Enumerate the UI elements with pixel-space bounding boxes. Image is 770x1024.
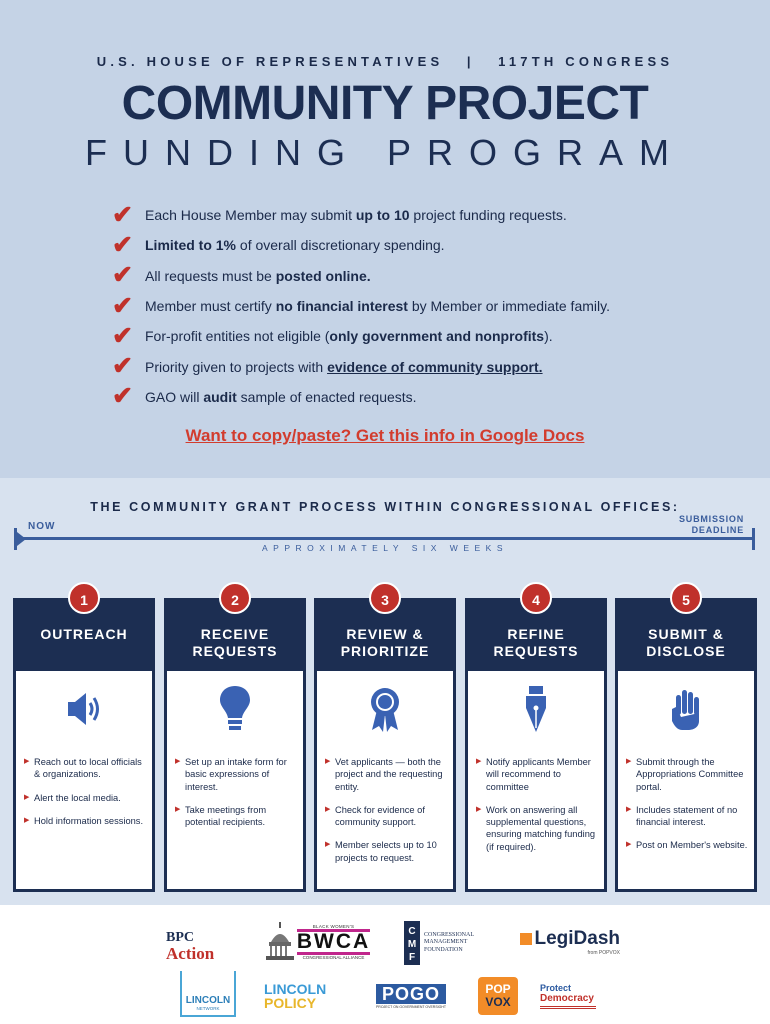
- checklist-text: sample of enacted requests.: [236, 388, 417, 405]
- step-title-line: SUBMIT &: [648, 626, 724, 642]
- bullet-arrow-icon: ▶: [476, 805, 482, 813]
- hand-icon: [618, 683, 754, 735]
- logo-text: LINCOLN: [264, 981, 327, 997]
- step-title-line: RECEIVE: [200, 626, 270, 642]
- partner-logos: [0, 905, 770, 1024]
- step-title: [164, 626, 306, 660]
- list-item: [325, 839, 447, 864]
- logo-text: VOX: [485, 995, 511, 1009]
- step-title-line: REFINE: [507, 626, 565, 642]
- checklist-text: project funding requests.: [409, 207, 567, 224]
- list-item: [626, 804, 748, 829]
- checkmark-icon: ✔: [112, 291, 133, 320]
- checklist-text: Member must certify: [145, 298, 276, 315]
- logo-text: Democracy: [540, 992, 594, 1004]
- checklist-text: GAO will: [145, 388, 204, 405]
- logo-text: from POPVOX: [587, 950, 620, 956]
- logo-text: POGO: [376, 984, 446, 1004]
- bullet-text: Alert the local media.: [34, 792, 121, 803]
- bullet-text: Includes statement of no financial interest.: [636, 804, 738, 828]
- checklist-bold: evidence of community support.: [327, 358, 543, 375]
- checklist-bold: up to 10: [355, 207, 410, 224]
- bullet-text: Set up an intake form for basic expressions of interest.: [185, 757, 287, 792]
- list-item: [24, 815, 146, 827]
- step-card-outreach: [13, 598, 155, 892]
- checkmark-icon: ✔: [112, 200, 133, 229]
- logo-text: POLICY: [264, 995, 317, 1011]
- checklist-item: [112, 382, 672, 412]
- bullet-arrow-icon: ▶: [24, 758, 30, 765]
- checklist-bold: only government and nonprofits: [329, 328, 545, 345]
- legidash-mark-icon: [520, 933, 532, 945]
- checklist-text: by Member or immediate family.: [407, 298, 610, 315]
- list-item: [476, 804, 598, 853]
- checklist-text: All requests must be: [145, 267, 276, 284]
- checkmark-icon: ✔: [112, 382, 133, 411]
- cmf-logo: [404, 921, 484, 965]
- list-item: [175, 804, 297, 829]
- ribbon-icon: [317, 683, 453, 735]
- logo-text: PROJECT ON GOVERNMENT OVERSIGHT: [375, 1004, 447, 1009]
- step-body: [468, 671, 604, 889]
- logo-text: BWCA: [296, 930, 371, 953]
- bwca-logo: [262, 921, 374, 963]
- capitol-icon: [266, 922, 294, 962]
- bullet-arrow-icon: ▶: [626, 758, 632, 765]
- bullet-text: Take meetings from potential recipients.: [185, 804, 267, 828]
- logo-text: LegiDash: [534, 928, 620, 949]
- list-item: [626, 839, 748, 851]
- deadline-line-2: DEADLINE: [691, 525, 744, 535]
- logo-text: MANAGEMENT: [424, 939, 468, 946]
- timeline-duration: APPROXIMATELY SIX WEEKS: [261, 543, 508, 553]
- bullet-arrow-icon: ▶: [325, 758, 331, 765]
- logo-text: BPC: [166, 929, 194, 945]
- lincoln-policy-logo: [264, 979, 340, 1013]
- lightbulb-icon: [167, 683, 303, 735]
- step-body: [317, 671, 453, 889]
- checkmark-icon: ✔: [112, 352, 133, 381]
- bullet-text: Post on Member's website.: [636, 840, 748, 851]
- protect-democracy-logo: [540, 981, 604, 1011]
- step-bullets: [24, 756, 146, 838]
- logo-text: FOUNDATION: [424, 946, 463, 953]
- step-card-refine-requests: [465, 598, 607, 892]
- bullet-arrow-icon: ▶: [175, 758, 181, 765]
- step-card-receive-requests: [164, 598, 306, 892]
- list-item: [24, 756, 146, 781]
- list-item: [476, 756, 598, 793]
- step-card-submit-disclose: [615, 598, 757, 892]
- logo-text: Action: [166, 943, 215, 963]
- pogo-logo: [370, 981, 452, 1011]
- checkmark-icon: ✔: [112, 230, 133, 259]
- checklist-text: For-profit entities not eligible (: [145, 328, 330, 345]
- step-number-badge: 3: [369, 582, 401, 614]
- step-body: [618, 671, 754, 889]
- bullet-arrow-icon: ▶: [626, 805, 632, 813]
- checkmark-icon: ✔: [112, 321, 133, 350]
- logo-text: Protect: [540, 982, 572, 993]
- timeline-now-label: NOW: [28, 521, 56, 532]
- list-item: [626, 756, 748, 793]
- step-title: [13, 626, 155, 643]
- step-title-line: OUTREACH: [40, 626, 128, 642]
- bullet-arrow-icon: ▶: [24, 793, 30, 801]
- list-item: [24, 792, 146, 804]
- checklist-item: [112, 321, 672, 351]
- checkmark-icon: ✔: [112, 261, 133, 290]
- bullet-text: Submit through the Appropriations Committee portal.: [636, 757, 744, 792]
- bullet-arrow-icon: ▶: [626, 841, 632, 849]
- bullet-text: Hold information sessions.: [34, 815, 144, 826]
- step-title: [465, 626, 607, 660]
- bullet-text: Work on answering all supplemental questions, ensuring matching funding (if required).: [486, 804, 596, 852]
- supertitle: U.S. HOUSE OF REPRESENTATIVES | 117TH CONGRESS: [96, 54, 674, 69]
- step-bullets: [175, 756, 297, 839]
- svg-text:F: F: [408, 952, 416, 963]
- bullet-arrow-icon: ▶: [24, 816, 30, 824]
- pen-nib-icon: [468, 683, 604, 735]
- bpc-action-logo: [166, 929, 236, 963]
- logo-text: LINCOLN: [185, 995, 231, 1006]
- step-number-badge: 5: [670, 582, 702, 614]
- checklist-item: [112, 230, 672, 260]
- checklist-item: [112, 261, 672, 291]
- cmf-mark-icon: [404, 921, 420, 965]
- bullet-arrow-icon: ▶: [175, 805, 181, 813]
- bullet-text: Check for evidence of community support.: [335, 804, 425, 828]
- bullet-text: Member selects up to 10 projects to request.: [335, 840, 437, 863]
- lincoln-network-logo: [180, 971, 236, 1017]
- legidash-logo: [510, 927, 620, 957]
- step-title-line: REQUESTS: [493, 643, 579, 659]
- checklist-text: ).: [544, 328, 553, 345]
- timeline-deadline-label: [679, 514, 744, 536]
- step-title-line: PRIORITIZE: [340, 643, 430, 659]
- checklist-bold: Limited to 1%: [145, 237, 237, 254]
- step-number-badge: 2: [219, 582, 251, 614]
- step-title-line: REVIEW &: [346, 626, 424, 642]
- page-subtitle: FUNDING PROGRAM: [85, 132, 685, 173]
- step-body: [16, 671, 152, 889]
- step-number-badge: 4: [520, 582, 552, 614]
- svg-text:M: M: [407, 939, 417, 950]
- checklist-item: [112, 200, 672, 230]
- checklist-text: Priority given to projects with: [145, 358, 328, 375]
- checklist-text: Each House Member may submit: [145, 207, 356, 224]
- step-card-review-prioritize: [314, 598, 456, 892]
- bullet-text: Vet applicants — both the project and the requesting entity.: [335, 757, 443, 792]
- deadline-line-1: SUBMISSION: [678, 514, 744, 524]
- step-title: [314, 626, 456, 660]
- step-bullets: [626, 756, 748, 863]
- logo-text: POP: [485, 982, 511, 996]
- megaphone-icon: [16, 683, 152, 735]
- requirements-checklist: [112, 200, 672, 412]
- bullet-text: Reach out to local officials & organizations.: [34, 757, 142, 780]
- list-item: [175, 756, 297, 793]
- logo-text: NETWORK: [196, 1006, 220, 1011]
- popvox-logo: [478, 977, 518, 1015]
- list-item: [325, 756, 447, 793]
- svg-text:C: C: [408, 926, 416, 937]
- step-body: [167, 671, 303, 889]
- bullet-text: Notify applicants Member will recommend to committee: [486, 757, 591, 792]
- bullet-arrow-icon: ▶: [325, 841, 331, 849]
- page-title: COMMUNITY PROJECT: [121, 77, 649, 130]
- step-number-badge: 1: [68, 582, 100, 614]
- google-docs-link[interactable]: Want to copy/paste? Get this info in Google Docs: [185, 426, 585, 445]
- step-bullets: [476, 756, 598, 864]
- step-bullets: [325, 756, 447, 875]
- checklist-bold: audit: [203, 388, 237, 405]
- bullet-arrow-icon: ▶: [325, 805, 331, 813]
- step-title-line: REQUESTS: [192, 643, 278, 659]
- list-item: [325, 804, 447, 829]
- checklist-text: of overall discretionary spending.: [236, 237, 445, 254]
- logo-text: CONGRESSIONAL: [424, 931, 475, 938]
- logo-text: CONGRESSIONAL ALLIANCE: [302, 955, 365, 960]
- step-title: [615, 626, 757, 660]
- flag-stripes-icon: [540, 1006, 596, 1010]
- checklist-item: [112, 351, 672, 381]
- checklist-bold: no financial interest: [275, 298, 408, 315]
- checklist-item: [112, 291, 672, 321]
- checklist-bold: posted online.: [275, 267, 371, 284]
- step-title-line: DISCLOSE: [646, 643, 726, 659]
- logo-text: BLACK WOMEN'S: [312, 924, 355, 929]
- bullet-arrow-icon: ▶: [476, 758, 482, 765]
- timeline-bar: [16, 537, 754, 540]
- process-heading: THE COMMUNITY GRANT PROCESS WITHIN CONGRESSIONAL OFFICES:: [90, 500, 680, 514]
